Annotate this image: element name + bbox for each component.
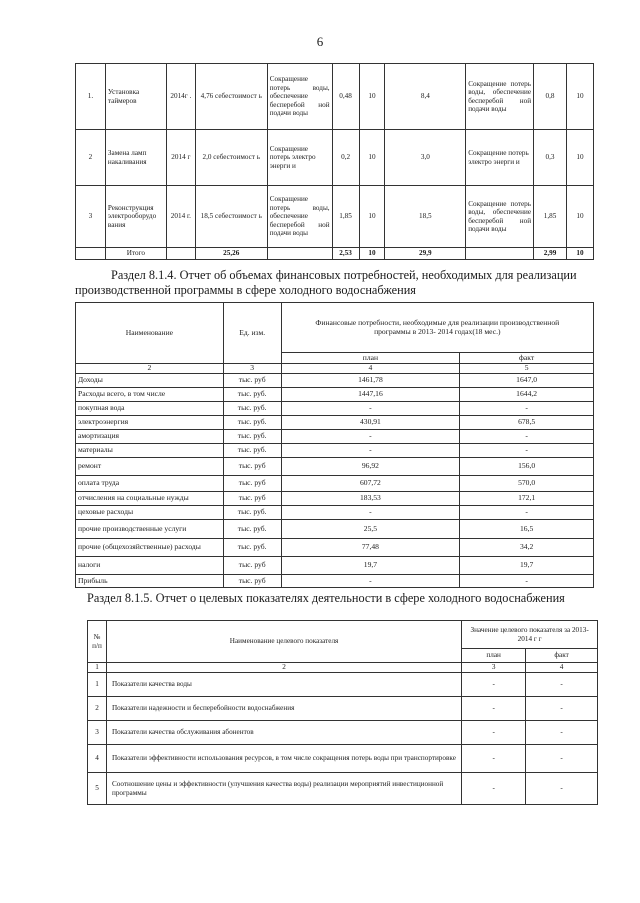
indicator-name: Показатели качества воды <box>106 673 461 697</box>
table-row <box>76 575 594 588</box>
row-number: 1 <box>88 673 107 697</box>
row-fact: - <box>460 444 594 458</box>
total-sum: 29,9 <box>385 248 466 260</box>
indicator-name: Показатели качества обслуживания абонентов <box>106 721 461 745</box>
row-plan: - <box>281 575 460 588</box>
table-row <box>88 721 598 745</box>
measure-percent: 10 <box>359 130 385 186</box>
measure-sum: 18,5 <box>385 186 466 248</box>
indicator-fact: - <box>526 697 598 721</box>
measure-goal: Сокращение потерь электро энерги и <box>267 130 332 186</box>
measure-percent: 10 <box>359 64 385 130</box>
total-value-fact: 2,99 <box>534 248 567 260</box>
row-unit: тыс. руб. <box>223 416 281 430</box>
measure-value: 0,2 <box>332 130 359 186</box>
row-unit: тыс. руб <box>223 557 281 575</box>
col-unit-header: Ед. изм. <box>223 303 281 364</box>
row-fact: 1644,2 <box>460 388 594 402</box>
total-cost: 25,26 <box>195 248 267 260</box>
table-number-row <box>76 364 594 374</box>
row-name: Прибыль <box>76 575 224 588</box>
table-row <box>88 697 598 721</box>
col-fin-header: Финансовые потребности, необходимые для реализации производственной программы в 2013- 2014 годах(18 мес.) <box>281 303 593 353</box>
col-number: 2 <box>76 364 224 374</box>
table-row <box>88 773 598 805</box>
table-row <box>76 458 594 476</box>
row-unit: тыс. руб. <box>223 539 281 557</box>
col-number: 5 <box>460 364 594 374</box>
row-number: 1. <box>76 64 106 130</box>
table-number-row <box>88 663 598 673</box>
indicator-name: Показатели надежности и бесперебойности водоснабжения <box>106 697 461 721</box>
total-percent: 10 <box>359 248 385 260</box>
col-fact-header: факт <box>460 353 594 364</box>
measure-percent: 10 <box>359 186 385 248</box>
measure-value: 0,48 <box>332 64 359 130</box>
table-row <box>76 416 594 430</box>
col-num-header: № п/п <box>88 621 107 663</box>
row-fact: 678,5 <box>460 416 594 430</box>
indicator-plan: - <box>462 697 526 721</box>
col-plan-header: план <box>281 353 460 364</box>
indicator-fact: - <box>526 721 598 745</box>
row-unit: тыс. руб. <box>223 444 281 458</box>
table-total-row <box>76 248 594 260</box>
row-plan: 77,48 <box>281 539 460 557</box>
row-fact: - <box>460 575 594 588</box>
row-fact: 34,2 <box>460 539 594 557</box>
row-number: 5 <box>88 773 107 805</box>
row-number: 2 <box>88 697 107 721</box>
row-unit: тыс. руб. <box>223 388 281 402</box>
row-name: Доходы <box>76 374 224 388</box>
table-row <box>76 130 594 186</box>
row-fact: - <box>460 402 594 416</box>
indicator-plan: - <box>462 745 526 773</box>
table-row <box>88 745 598 773</box>
row-unit: тыс. руб <box>223 458 281 476</box>
section-815-heading: Раздел 8.1.5. Отчет о целевых показателях деятельности в сфере холодного водоснабжения <box>87 591 565 605</box>
financial-needs-table <box>75 302 594 588</box>
row-name: прочие (общехозяйственные) расходы <box>76 539 224 557</box>
measure-percent-fact: 10 <box>566 186 593 248</box>
table-row <box>76 506 594 520</box>
table-row <box>76 374 594 388</box>
measure-year: 2014 г. <box>166 186 195 248</box>
row-plan: 430,91 <box>281 416 460 430</box>
measure-goal-fact: Сокращение потерь воды, обеспечение бесперебой ной подачи воды <box>466 186 534 248</box>
measure-cost: 4,76 себестоимост ь <box>195 64 267 130</box>
measure-value-fact: 0,3 <box>534 130 567 186</box>
row-number: 3 <box>76 186 106 248</box>
row-plan: - <box>281 444 460 458</box>
row-unit: тыс. руб <box>223 374 281 388</box>
indicator-plan: - <box>462 673 526 697</box>
target-indicators-table <box>87 620 598 805</box>
row-name: электроэнергия <box>76 416 224 430</box>
row-plan: - <box>281 506 460 520</box>
indicator-plan: - <box>462 773 526 805</box>
indicator-fact: - <box>526 773 598 805</box>
row-number: 3 <box>88 721 107 745</box>
row-fact: - <box>460 430 594 444</box>
measure-goal-fact: Сокращение потерь электро энерги и <box>466 130 534 186</box>
indicator-fact: - <box>526 673 598 697</box>
section-814-heading: Раздел 8.1.4. Отчет об объемах финансовых потребностей, необходимых для реализации производственной программы в сфере холодного водоснабжения <box>75 268 577 297</box>
indicator-plan: - <box>462 721 526 745</box>
table-header-row <box>76 303 594 353</box>
row-name: оплата труда <box>76 476 224 492</box>
row-name: материалы <box>76 444 224 458</box>
row-plan: 96,92 <box>281 458 460 476</box>
measure-name: Установка таймеров <box>105 64 166 130</box>
row-plan: 607,72 <box>281 476 460 492</box>
table-row <box>76 539 594 557</box>
row-name: отчисления на социальные нужды <box>76 492 224 506</box>
total-label: Итого <box>105 248 166 260</box>
col-plan-header: план <box>462 649 526 663</box>
row-name: покупная вода <box>76 402 224 416</box>
measure-name: Замена ламп накаливания <box>105 130 166 186</box>
col-number: 4 <box>526 663 598 673</box>
measure-value-fact: 0,8 <box>534 64 567 130</box>
row-name: амортизация <box>76 430 224 444</box>
row-name: цеховые расходы <box>76 506 224 520</box>
col-fact-header: факт <box>526 649 598 663</box>
col-value-header: Значение целевого показателя за 2013-2014 г г <box>462 621 598 649</box>
measure-year: 2014 г <box>166 130 195 186</box>
measure-percent-fact: 10 <box>566 64 593 130</box>
measure-cost: 2,0 себестоимост ь <box>195 130 267 186</box>
row-plan: 1447,16 <box>281 388 460 402</box>
row-plan: - <box>281 430 460 444</box>
col-indicator-header: Наименование целевого показателя <box>106 621 461 663</box>
col-number: 4 <box>281 364 460 374</box>
col-number: 1 <box>88 663 107 673</box>
row-unit: тыс. руб <box>223 476 281 492</box>
measure-name: Реконструкция электрооборудо вания <box>105 186 166 248</box>
table-row <box>76 64 594 130</box>
table-header-row <box>88 621 598 649</box>
table-row <box>76 492 594 506</box>
row-number: 4 <box>88 745 107 773</box>
measures-table <box>75 63 594 260</box>
measure-goal: Сокращение потерь воды, обеспечение бесперебой ной подачи воды <box>267 64 332 130</box>
row-unit: тыс. руб. <box>223 430 281 444</box>
table-row <box>76 476 594 492</box>
indicator-name: Соотношение цены и эффективности (улучшения качества воды) реализации мероприятий инвестиционной программы <box>106 773 461 805</box>
measure-goal: Сокращение потерь воды, обеспечение бесперебой ной подачи воды <box>267 186 332 248</box>
row-fact: 16,5 <box>460 520 594 539</box>
row-name: прочие производственные услуги <box>76 520 224 539</box>
row-fact: 19,7 <box>460 557 594 575</box>
indicator-name: Показатели эффективности использования ресурсов, в том числе сокращения потерь воды при транспортировке <box>106 745 461 773</box>
measure-sum: 8,4 <box>385 64 466 130</box>
measure-sum: 3,0 <box>385 130 466 186</box>
row-fact: 1647,0 <box>460 374 594 388</box>
row-unit: тыс. руб <box>223 492 281 506</box>
total-percent-fact: 10 <box>566 248 593 260</box>
row-fact: 156,0 <box>460 458 594 476</box>
measure-year: 2014г . <box>166 64 195 130</box>
col-number: 3 <box>223 364 281 374</box>
row-plan: 1461,78 <box>281 374 460 388</box>
row-fact: 172,1 <box>460 492 594 506</box>
table-row <box>76 402 594 416</box>
row-unit: тыс. руб. <box>223 506 281 520</box>
row-plan: 19,7 <box>281 557 460 575</box>
measure-value: 1,85 <box>332 186 359 248</box>
col-name-header: Наименование <box>76 303 224 364</box>
row-number: 2 <box>76 130 106 186</box>
measure-percent-fact: 10 <box>566 130 593 186</box>
row-plan: 25,5 <box>281 520 460 539</box>
col-number: 2 <box>106 663 461 673</box>
measure-cost: 18,5 себестоимост ь <box>195 186 267 248</box>
table-row <box>76 520 594 539</box>
col-number: 3 <box>462 663 526 673</box>
row-fact: 570,0 <box>460 476 594 492</box>
table-row <box>76 444 594 458</box>
table-row <box>76 186 594 248</box>
total-value: 2,53 <box>332 248 359 260</box>
indicator-fact: - <box>526 745 598 773</box>
row-fact: - <box>460 506 594 520</box>
table-row <box>76 388 594 402</box>
measure-value-fact: 1,85 <box>534 186 567 248</box>
table-row <box>76 430 594 444</box>
page-number: 6 <box>316 34 324 49</box>
table-row <box>76 557 594 575</box>
row-unit: тыс. руб <box>223 575 281 588</box>
row-plan: - <box>281 402 460 416</box>
row-plan: 183,53 <box>281 492 460 506</box>
row-name: налоги <box>76 557 224 575</box>
table-row <box>88 673 598 697</box>
row-unit: тыс. руб. <box>223 520 281 539</box>
row-unit: тыс. руб. <box>223 402 281 416</box>
measure-goal-fact: Сокращение потерь воды, обеспечение бесперебой ной подачи воды <box>466 64 534 130</box>
row-name: ремонт <box>76 458 224 476</box>
row-name: Расходы всего, в том числе <box>76 388 224 402</box>
